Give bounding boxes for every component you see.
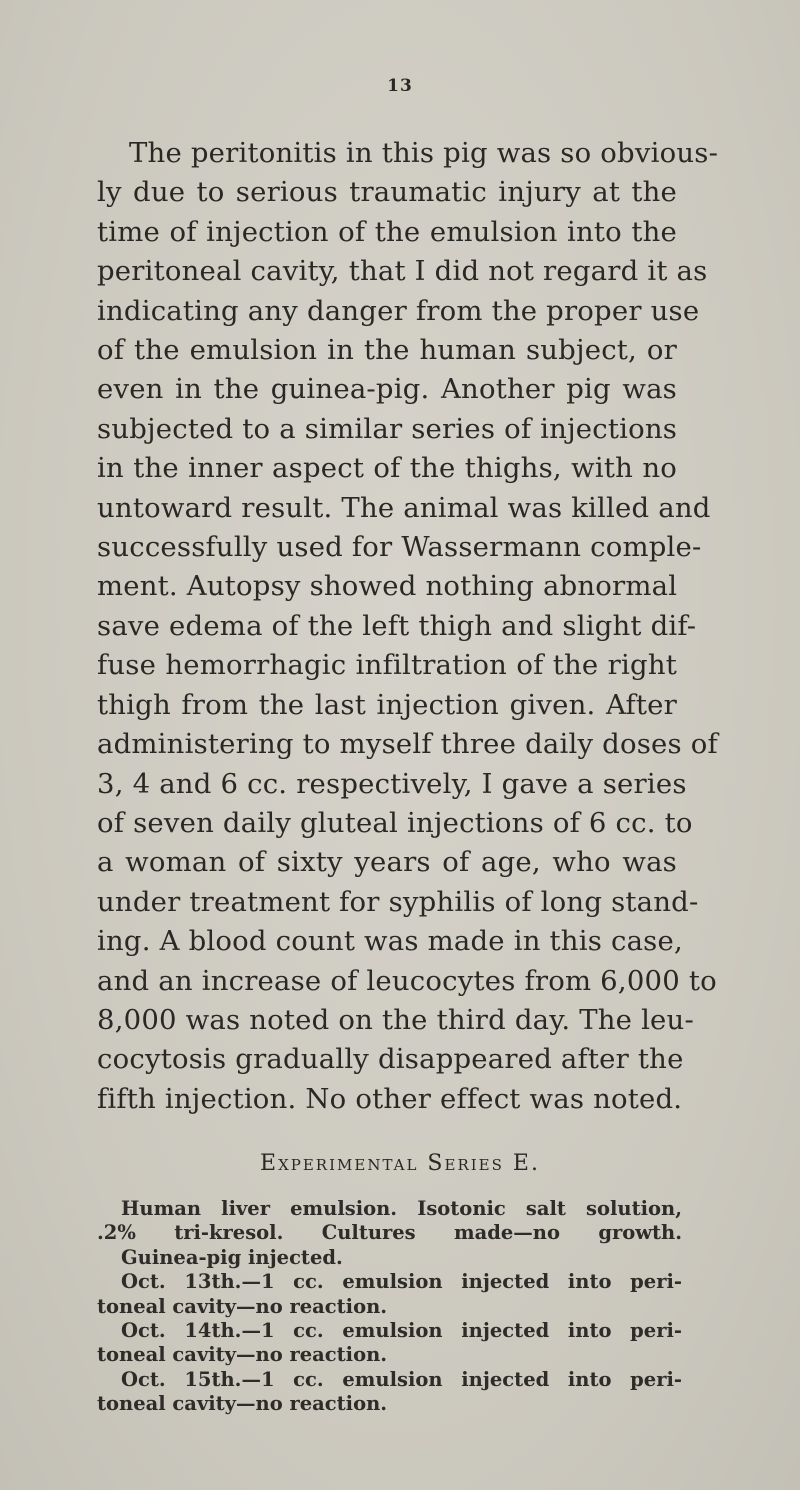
series-line: Oct. 14th.—1 cc. emulsion injected into peri- [121,1319,682,1343]
body-line: and an increase of leucocytes from 6,000 to [97,964,717,997]
body-line: subjected to a similar series of injections [97,412,678,445]
body-line: save edema of the left thigh and slight dif- [97,609,697,642]
section-heading: Experimental Series E. [260,1151,540,1176]
body-line: even in the guinea-pig. Another pig was [97,373,677,406]
series-line: Human liver emulsion. Isotonic salt solution, [121,1197,682,1220]
series-line: toneal cavity—no reaction. [97,1392,388,1416]
series-line: Oct. 13th.—1 cc. emulsion injected into peri- [121,1270,682,1294]
body-line: time of injection of the emulsion into the [97,215,677,248]
body-line: cocytosis gradually disappeared after the [97,1043,684,1076]
body-line: ing. A blood count was made in this case, [97,925,683,958]
body-line: a woman of sixty years of age, who was [97,846,677,879]
page-number: 13 [387,76,413,96]
body-line: ly due to serious traumatic injury at the [97,176,677,209]
body-line: peritoneal cavity, that I did not regard it as [97,255,708,288]
body-line: in the inner aspect of the thighs, with no [97,452,677,485]
series-line: Oct. 15th.—1 cc. emulsion injected into peri- [121,1367,682,1391]
body-line: untoward result. The animal was killed and [97,491,711,524]
experiment-series-list [97,1197,682,1417]
body-line: of seven daily gluteal injections of 6 cc. to [97,806,693,839]
series-line: toneal cavity—no reaction. [97,1343,388,1367]
series-line: toneal cavity—no reaction. [97,1294,388,1318]
body-line: The peritonitis in this pig was so obvious- [129,137,719,169]
body-line: of the emulsion in the human subject, or [97,334,677,367]
body-line: 3, 4 and 6 cc. respectively, I gave a series [97,767,687,800]
body-line: thigh from the last injection given. After [97,688,677,721]
body-paragraph [97,134,719,1119]
body-line: successfully used for Wassermann comple- [97,531,702,564]
body-line: fifth injection. No other effect was noted. [97,1082,683,1115]
series-line: .2% tri-kresol. Cultures made—no growth. [97,1221,682,1245]
body-line: under treatment for syphilis of long stand- [97,885,699,918]
series-line: Guinea-pig injected. [121,1245,343,1269]
body-line: ment. Autopsy showed nothing abnormal [97,570,678,603]
body-line: 8,000 was noted on the third day. The leu- [97,1003,694,1036]
body-line: fuse hemorrhagic infiltration of the right [97,649,677,682]
body-line: indicating any danger from the proper use [97,294,700,327]
body-line: administering to myself three daily doses of [97,728,718,761]
